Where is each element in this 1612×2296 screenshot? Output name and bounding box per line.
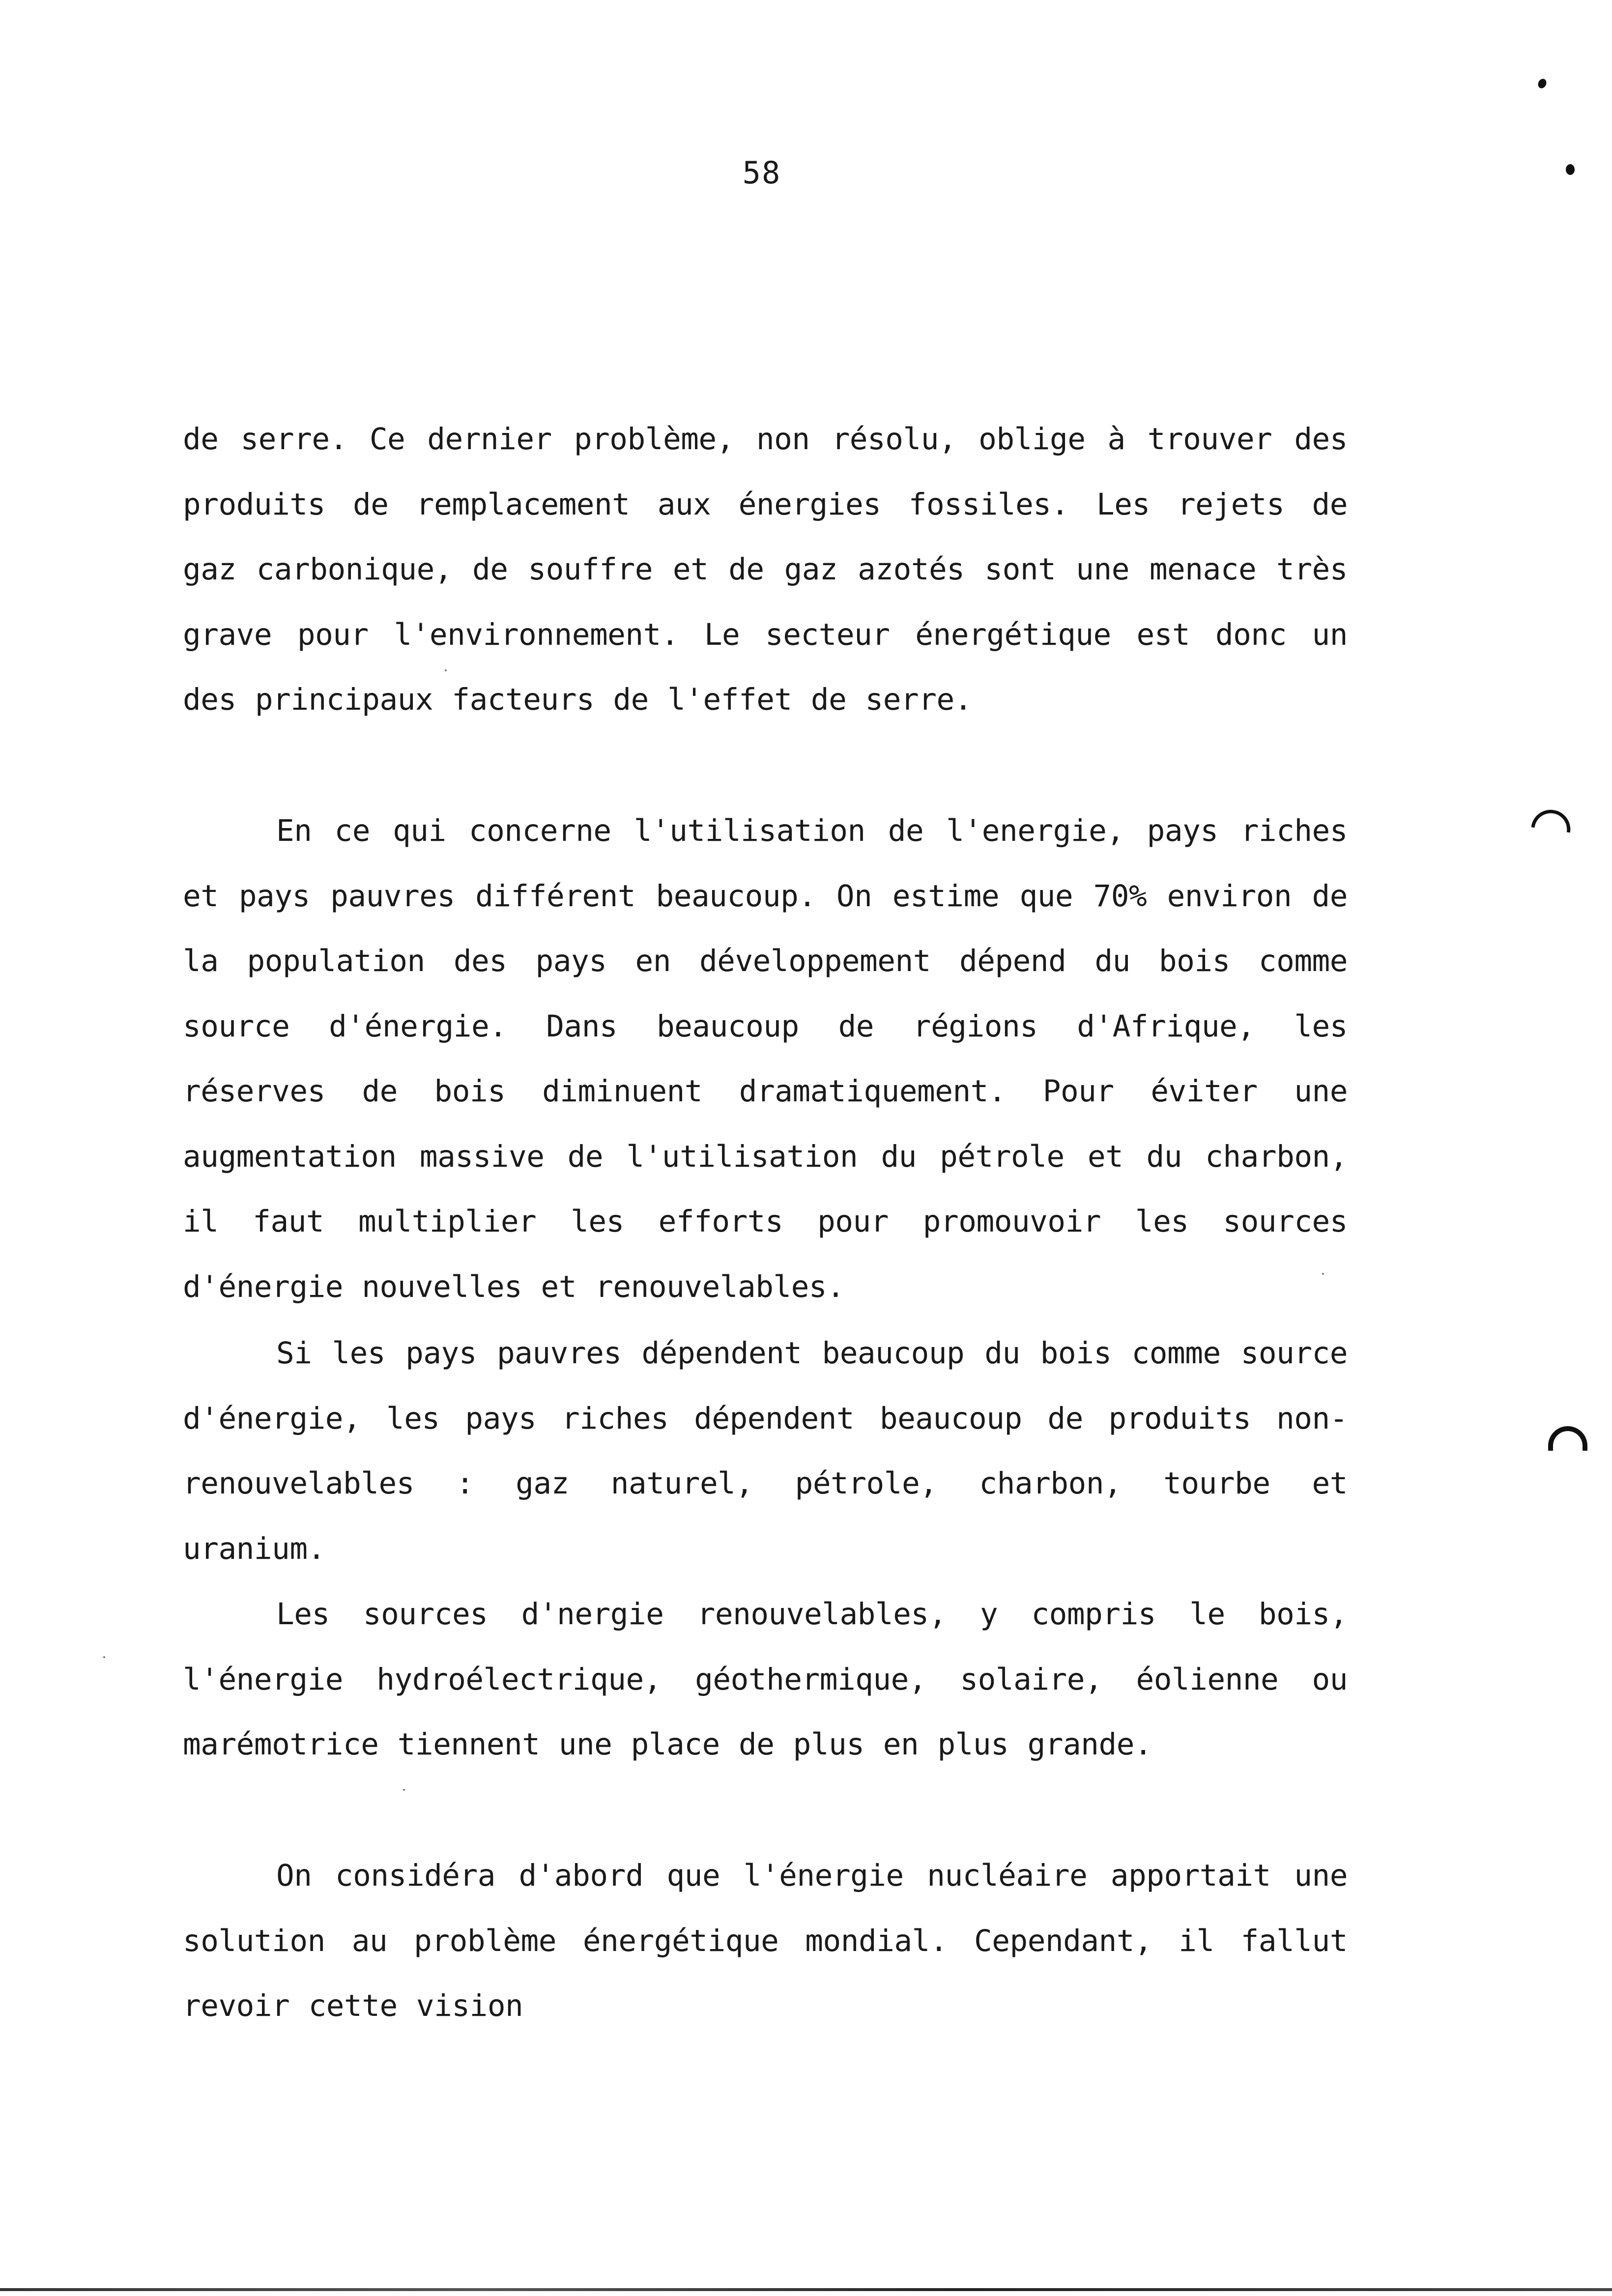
paragraph-text: de serre. Ce dernier problème, non résolu, oblige à trouver des produits de remplacement aux énergies fossiles. Les rejets de gaz carbonique, de souffre et de gaz azotés sont une menace très grave pour l'environnement. Le secteur énergétique est donc un des principaux facteurs de l'effet de serre.	[183, 422, 1348, 717]
paragraph-5	[183, 1843, 1348, 2039]
paragraph-text: On considéra d'abord que l'énergie nucléaire apportait une solution au problème énergétique mondial. Cependant, il fallut revoir cette vision	[183, 1858, 1348, 2023]
page-number: 58	[742, 155, 781, 191]
scan-speck-mark	[1566, 164, 1575, 175]
scan-speck	[445, 669, 447, 671]
scan-bottom-edge	[0, 2288, 1612, 2291]
paragraph-4	[183, 1582, 1348, 1778]
scan-arc-mark	[1548, 1426, 1587, 1451]
scan-speck	[403, 1789, 405, 1791]
paragraph-3	[183, 1321, 1348, 1581]
paragraph-text: Si les pays pauvres dépendent beaucoup du bois comme source d'énergie, les pays riches dépendent beaucoup de produits non-renouvelables : gaz naturel, pétrole, charbon, tourbe et uranium.	[183, 1336, 1348, 1566]
paragraph-text: En ce qui concerne l'utilisation de l'energie, pays riches et pays pauvres différent beaucoup. On estime que 70% environ de la population des pays en développement dépend du bois comme source d'énergie. Dans beaucoup de régions d'Afrique, les réserves de bois diminuent dramatiquement. Pour éviter une augmentation massive de l'utilisation du pétrole et du charbon, il faut multiplier les efforts pour promouvoir les sources d'énergie nouvelles et renouvelables.	[183, 813, 1348, 1304]
paragraph-2	[183, 799, 1348, 1320]
scan-speck	[103, 1656, 105, 1658]
scan-arc-mark	[1531, 807, 1573, 833]
scan-speck	[1322, 1273, 1324, 1275]
paragraph-text: Les sources d'nergie renouvelables, y compris le bois, l'énergie hydroélectrique, géothermique, solaire, éolienne ou marémotrice tiennent une place de plus en plus grande.	[183, 1597, 1348, 1762]
scan-speck-mark	[1537, 78, 1548, 90]
paragraph-1	[183, 407, 1348, 733]
